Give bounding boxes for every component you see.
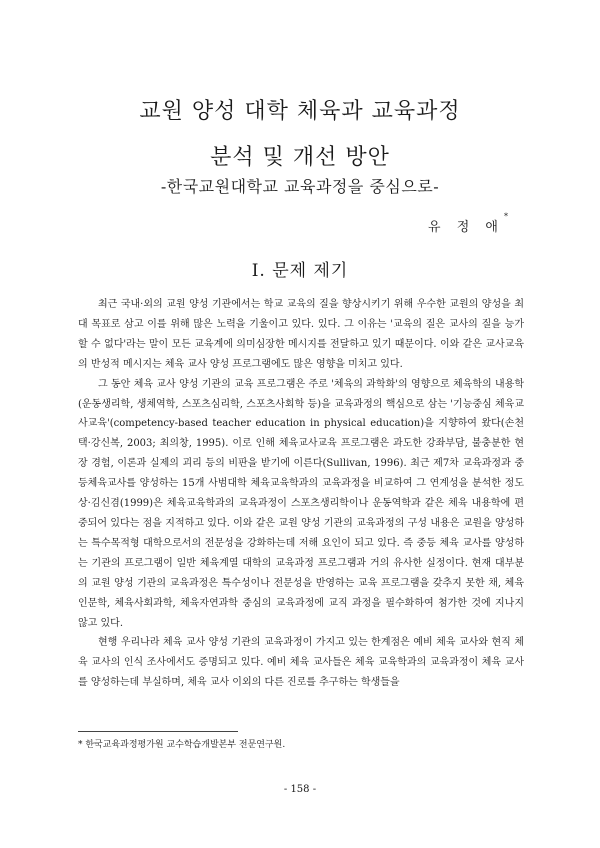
paragraph: 그 동안 체육 교사 양성 기관의 교육 프로그램은 주로 '체육의 과학화'의 영향으로 체육학의 내용학(운동생리학, 생체역학, 스포츠심리학, 스포츠사회학 등)을 교육과정의 핵심으로 삼는 '기능중심 체육교사교육'(competency-based teacher education in physical education)을 지향하여 왔다(손천택·강신복, 2003; 최의창, 1995). 이로 인해 체육교사교육 프로그램은 과도한 강좌부담, 불충분한 현장 경험, 이론과 실제의 괴리 등의 비판을 받기에 이른다(Sullivan, 1996). 최근 제7차 교육과정과 중등체육교사를 양성하는 15개 사범대학 체육교육학과의 교육과정을 비교하여 그 연계성을 분석한 정도상·김신겸(1999)은 체육교육학과의 교육과정이 스포츠생리학이나 운동역학과 같은 체육 내용학에 편중되어 있다는 점을 지적하고 있다. 이와 같은 교원 양성 기관의 교육과정의 구성 내용은 교원을 양성하는 특수목적형 대학으로서의 전문성을 강화하는데 저해 요인이 되고 있다. 즉 중등 체육 교사를 양성하는 기관의 프로그램이 일반 체육계열 대학의 교육과정 프로그램과 거의 유사한 실정이다. 현재 대부분의 교원 양성 기관의 교육과정은 특수성이나 전문성을 반영하는 교육 프로그램을 갖추지 못한 채, 체육인문학, 체육사회과학, 체육자연과학 중심의 교육과정에 교직 과정을 필수화하여 첨가한 것에 지나지 않고 있다.	[78, 378, 524, 629]
body-text	[78, 295, 524, 693]
title-line-2: 분석 및 개선 방안	[210, 145, 390, 170]
footnote-divider	[78, 731, 238, 732]
paragraph: 현행 우리나라 체육 교사 양성 기관의 교육과정이 가지고 있는 한계점은 예비 체육 교사와 현직 체육 교사의 인식 조사에서도 증명되고 있다. 예비 체육 교사들은 체육 교육학과의 교육과정이 체육 교사를 양성하는데 부실하며, 체육 교사 이외의 다른 진로를 추구하는 학생들을	[78, 637, 524, 689]
author-byline	[428, 212, 508, 235]
page-number: - 158 -	[283, 784, 317, 795]
author-footnote-mark: *	[504, 212, 508, 221]
title-line-1: 교원 양성 대학 체육과 교육과정	[139, 99, 461, 124]
section-heading: I. 문제 제기	[251, 261, 349, 281]
paragraph: 최근 국내·외의 교원 양성 기관에서는 학교 교육의 질을 향상시키기 위해 우수한 교원의 양성을 최대 목표로 삼고 이를 위해 많은 노력을 기울이고 있다. 있다. 그 이유는 '교육의 질은 교사의 질을 능가할 수 없다'라는 말이 모든 교육계에 의미심장한 메시지를 전달하고 있기 때문이다. 이와 같은 교사교육의 반성적 메시지는 체육 교사 양성 프로그램에도 많은 영향을 미치고 있다.	[78, 299, 524, 370]
author-name: 유 정 애	[428, 220, 504, 235]
footnote: * 한국교육과정평가원 교수학습개발본부 전문연구원.	[78, 740, 286, 750]
subtitle: -한국교원대학교 교육과정을 중심으로-	[160, 177, 440, 196]
